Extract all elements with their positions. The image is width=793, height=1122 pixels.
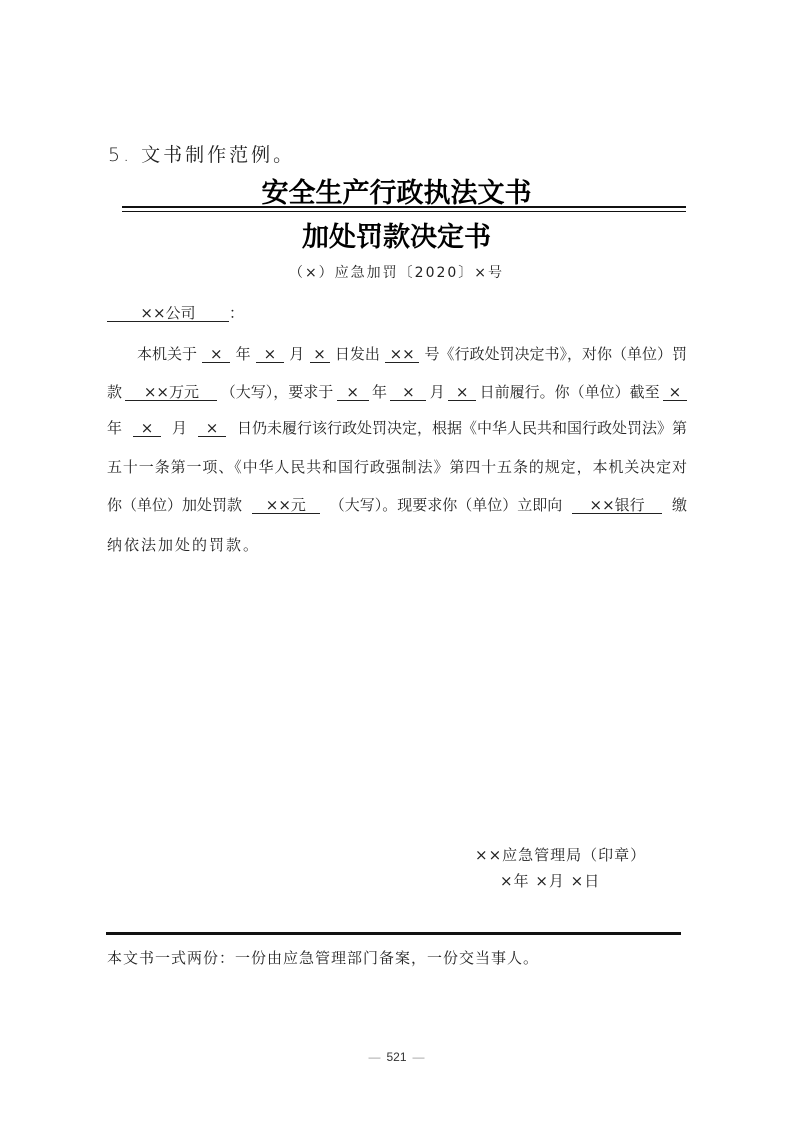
title-double-rule [122,206,686,212]
text: 日发出 [334,345,380,363]
fill-decision-number: ×× [385,346,419,363]
text: （大写），要求于 [220,383,334,401]
addressee-colon: ： [229,304,245,322]
fill-year: × [337,384,369,401]
text: （大写）。现要求你（单位）立即向 [329,496,563,514]
body-line-2 [107,381,687,402]
text: 月 [289,345,305,363]
text: 月 [429,383,445,401]
body-line-5 [107,494,687,515]
text: 年 [107,419,123,437]
fill-year: × [202,346,230,363]
fill-month: × [390,384,426,401]
body-line-1 [107,343,687,364]
footer-rule [106,932,681,935]
text: 本机关于 [137,345,198,363]
fill-bank: ××银行 [572,497,662,514]
body-line-4 [107,456,687,477]
fill-year: × [663,384,687,401]
fill-day: × [310,346,330,363]
text: 纳依法加处的罚款。 [107,536,261,554]
text: 款 [107,383,123,401]
text: 你（单位）加处罚款 [107,496,243,514]
fill-month: × [256,346,284,363]
text: 五十一条第一项、《中华人民共和国行政强制法》第四十五条的规定，本机关决定对 [107,458,687,476]
text: 号《行政处罚决定书》，对你（单位）罚 [424,345,687,363]
issuing-authority: ××应急管理局（印章） [475,846,647,864]
text: 年 [372,383,388,401]
text: 年 [235,345,251,363]
page-footer [0,1050,793,1064]
addressee-name-field: ××公司 [107,305,229,322]
document-series-title: 安全生产行政执法文书 [261,178,532,209]
fill-fine-amount: ××万元 [125,384,217,401]
document-title: 加处罚款决定书 [302,222,491,253]
issue-date: ×年 ×月 ×日 [500,872,601,890]
fill-month: × [133,420,161,437]
body-line-3 [107,417,687,438]
section-heading: 5. 文书制作范例。 [108,144,296,166]
text: 日仍未履行该行政处罚决定，根据《中华人民共和国行政处罚法》第 [236,419,687,437]
dash-decoration: — [368,1050,381,1064]
dash-decoration: — [412,1050,425,1064]
text: 缴 [671,496,687,514]
page-number: 521 [386,1050,407,1064]
document-number: （×）应急加罚〔2020〕×号 [288,265,505,281]
addressee-line [107,302,687,323]
body-line-6 [107,534,687,555]
fill-day: × [198,420,226,437]
copies-note: 本文书一式两份：一份由应急管理部门备案，一份交当事人。 [107,949,540,967]
fill-additional-fine: ××元 [252,497,320,514]
text: 月 [171,419,187,437]
text: 日前履行。你（单位）截至 [479,383,660,401]
fill-day: × [448,384,476,401]
